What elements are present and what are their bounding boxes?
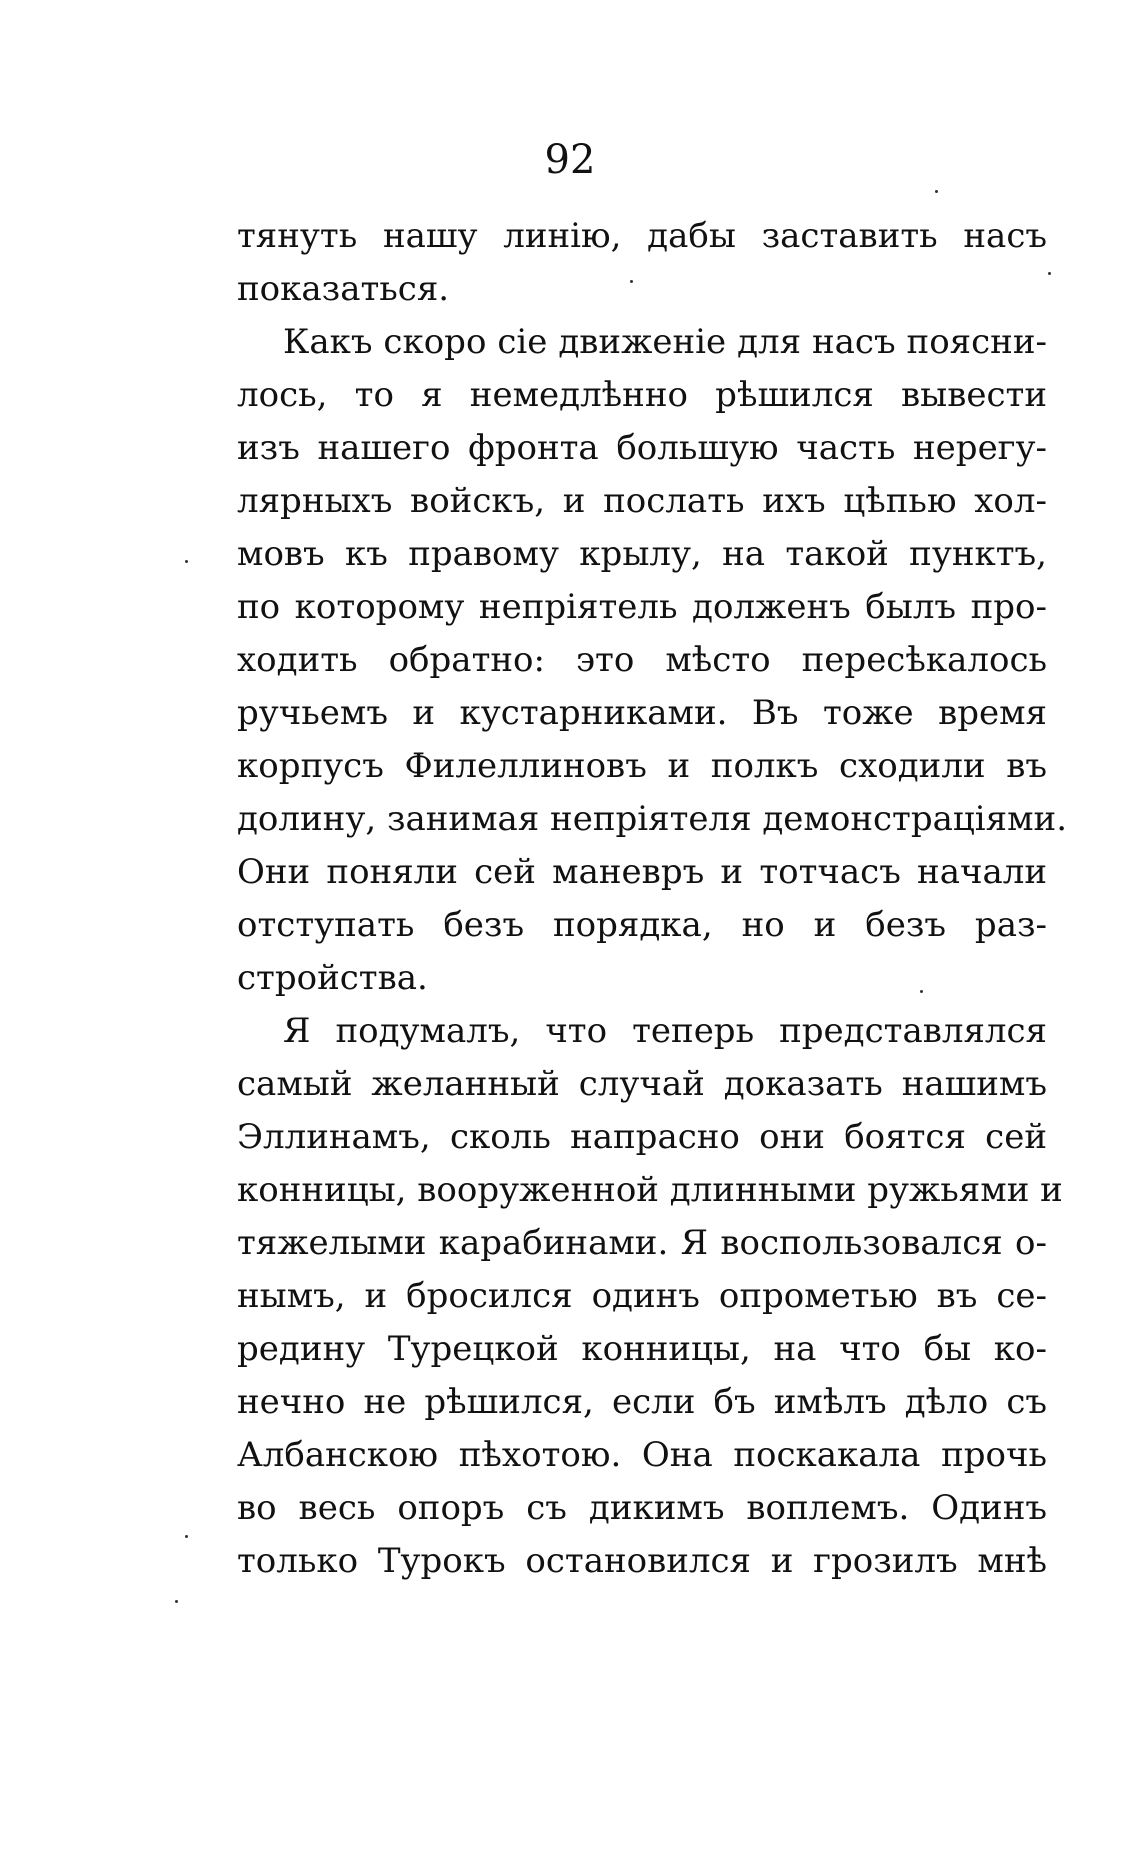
text-line: Эллинамъ, сколь напрасно они боятся сей <box>237 1117 1047 1157</box>
scan-speck <box>185 560 188 563</box>
body-text <box>237 210 1067 1588</box>
text-line: Они поняли сей маневръ и тотчасъ начали <box>237 852 1047 892</box>
text-line: корпусъ Филеллиновъ и полкъ сходили въ <box>237 746 1047 786</box>
text-line: редину Турецкой конницы, на что бы ко- <box>237 1329 1047 1369</box>
text-line: ходить обратно: это мѣсто пересѣкалось <box>237 640 1047 680</box>
scan-speck <box>1048 272 1051 275</box>
text-line: Я подумалъ, что теперь представлялся <box>283 1011 1047 1051</box>
text-line: стройства. <box>237 958 428 998</box>
text-line: долину, занимая непріятеля демонстраціями. <box>237 799 1067 839</box>
text-line: только Турокъ остановился и грозилъ мнѣ <box>237 1541 1047 1581</box>
text-line: по которому непріятель долженъ былъ про- <box>237 587 1047 627</box>
scan-speck <box>935 190 938 193</box>
text-line: показаться. <box>237 269 450 309</box>
text-line: мовъ къ правому крылу, на такой пунктъ, <box>237 534 1047 574</box>
scan-speck <box>630 280 633 283</box>
text-line: изъ нашего фронта большую часть нерегу- <box>237 428 1047 468</box>
text-line: Албанскою пѣхотою. Она поскакала прочь <box>237 1435 1047 1475</box>
text-line: самый желанный случай доказать нашимъ <box>237 1064 1047 1104</box>
text-line: лось, то я немедлѣнно рѣшился вывести <box>237 375 1047 415</box>
text-line: во весь опоръ съ дикимъ воплемъ. Одинъ <box>237 1488 1047 1528</box>
text-line: тянуть нашу линію, дабы заставить насъ <box>237 216 1047 256</box>
scan-speck <box>175 1600 178 1603</box>
page-number: 92 <box>544 137 596 183</box>
scan-speck <box>185 1535 188 1538</box>
text-line: нымъ, и бросился одинъ опрометью въ се- <box>237 1276 1047 1316</box>
scan-speck <box>920 990 923 993</box>
text-line: конницы, вооруженной длинными ружьями и <box>237 1170 1063 1210</box>
text-line: Какъ скоро сіе движеніе для насъ поясни- <box>283 322 1047 362</box>
text-line: ручьемъ и кустарниками. Въ тоже время <box>237 693 1047 733</box>
text-line: отступать безъ порядка, но и безъ раз- <box>237 905 1047 945</box>
text-line: нечно не рѣшился, если бъ имѣлъ дѣло съ <box>237 1382 1047 1422</box>
text-line: тяжелыми карабинами. Я воспользовался о- <box>237 1223 1047 1263</box>
text-line: лярныхъ войскъ, и послать ихъ цѣпью хол- <box>237 481 1047 521</box>
